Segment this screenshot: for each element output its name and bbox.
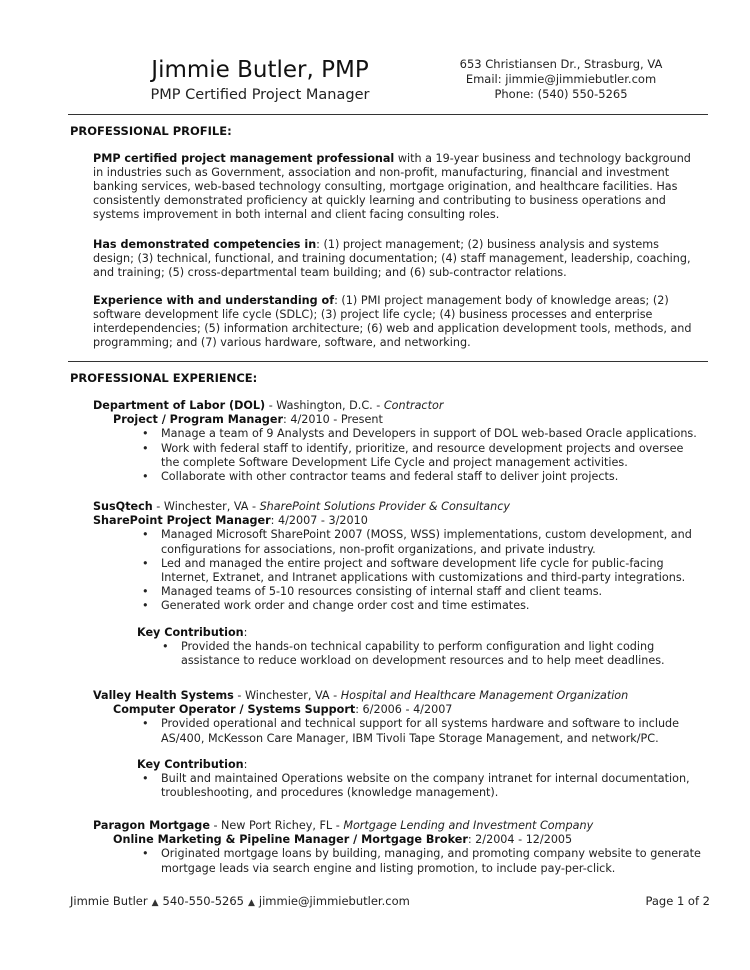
job-role: Project / Program Manager	[113, 413, 284, 427]
bullet-item	[93, 772, 703, 800]
job-org: SusQtech	[93, 500, 153, 513]
bullet-text: Built and maintained Operations website on the company intranet for internal documentation, troubleshooting, and procedures (knowledge management).	[161, 772, 690, 800]
bullet-text: Led and managed the entire project and software development life cycle for public-facing Internet, Extranet, and Intranet applications with customizations and third-party integrations.	[161, 556, 686, 585]
job-role-line	[93, 413, 703, 427]
bullet-text: Manage a team of 9 Analysts and Developers in support of DOL web-based Oracle applications.	[161, 427, 697, 441]
profile-paragraph-1	[93, 152, 698, 222]
job-role: SharePoint Project Manager	[93, 514, 271, 528]
profile-p3-text: : (1) PMI project management body of knowledge areas; (2) software development life cycle (SDLC); (3) project life cycle; (4) business processes and enterprise interdependencies; (5) information architecture; (6) web and application development tools, methods, and programming; and (7) various hardware, software, and networking.	[93, 294, 692, 349]
section-title-experience: PROFESSIONAL EXPERIENCE:	[70, 371, 258, 385]
job-type: Contractor	[383, 399, 444, 412]
phone: Phone: (540) 550-5265	[494, 87, 628, 101]
divider	[68, 361, 708, 362]
job-role: Online Marketing & Pipeline Manager / Mortgage Broker	[113, 833, 468, 847]
profile-paragraph-2	[93, 238, 698, 280]
job-org-line	[93, 500, 703, 514]
job-dates: : 2/2004 - 12/2005	[467, 833, 573, 847]
candidate-title: PMP Certified Project Manager	[150, 87, 370, 103]
separator-icon: ▲	[151, 898, 159, 908]
bullet-text: Originated mortgage loans by building, managing, and promoting company website to generate mortgage leads via search engine and listing promotion, to include pay-per-click.	[161, 847, 701, 875]
job-location: - Winchester, VA -	[233, 689, 341, 702]
key-contribution-bullets	[93, 640, 703, 668]
job-entry	[93, 689, 703, 800]
bullet-icon: •	[142, 599, 149, 613]
job-type: Mortgage Lending and Investment Company	[343, 819, 594, 832]
header-identity	[140, 56, 380, 104]
bullet-text: Generated work order and change order cost and time estimates.	[161, 599, 530, 613]
bullet-item	[93, 470, 703, 484]
bullet-text: Provided operational and technical support for all systems hardware and software to include AS/400, McKesson Care Manager, IBM Tivoli Tape Storage Management, and network/PC.	[161, 717, 680, 745]
job-type: Hospital and Healthcare Management Organization	[340, 689, 629, 702]
page-number: Page 1 of 2	[645, 894, 710, 908]
job-org-line	[93, 399, 703, 413]
bullet-icon: •	[142, 772, 149, 786]
bullet-item	[93, 847, 703, 875]
job-role-line	[93, 514, 703, 528]
profile-p3-bold: Experience with and understanding of	[93, 294, 335, 307]
job-dates: : 6/2006 - 4/2007	[355, 703, 453, 717]
colon: :	[243, 625, 248, 639]
key-contribution-label	[93, 626, 703, 640]
job-location: - Winchester, VA -	[152, 500, 260, 513]
bullet-text: Managed teams of 5-10 resources consisting of internal staff and client teams.	[161, 585, 603, 599]
divider	[68, 114, 708, 115]
job-dates: : 4/2010 - Present	[283, 413, 383, 427]
job-location: - New Port Richey, FL -	[209, 819, 344, 832]
key-contribution-bullets	[93, 772, 703, 800]
footer-name: Jimmie Butler	[70, 894, 148, 908]
email: Email: jimmie@jimmiebutler.com	[465, 72, 657, 86]
bullet-item	[93, 427, 703, 441]
job-entry	[93, 819, 703, 876]
section-title-profile: PROFESSIONAL PROFILE:	[70, 124, 232, 138]
bullet-item	[93, 442, 703, 470]
job-entry	[93, 500, 703, 668]
bullet-text: Provided the hands-on technical capability to perform configuration and light coding assistance to reduce workload on development resources and to help meet deadlines.	[181, 639, 665, 668]
separator-icon: ▲	[248, 898, 255, 908]
profile-p1-bold: PMP certified project management professional	[93, 152, 395, 165]
job-dates: : 4/2007 - 3/2010	[270, 514, 368, 528]
footer-email: jimmie@jimmiebutler.com	[258, 894, 410, 908]
candidate-name: Jimmie Butler, PMP	[151, 57, 369, 83]
job-org: Paragon Mortgage	[93, 819, 210, 832]
job-org-line	[93, 689, 703, 703]
header-contact	[436, 57, 686, 102]
profile-p2-bold: Has demonstrated competencies in	[93, 238, 317, 251]
address: 653 Christiansen Dr., Strasburg, VA	[459, 57, 663, 71]
job-org-line	[93, 819, 703, 833]
job-entry	[93, 399, 703, 484]
key-label: Key Contribution	[137, 757, 244, 771]
job-bullets	[93, 847, 703, 875]
job-type: SharePoint Solutions Provider & Consultancy	[259, 500, 511, 513]
bullet-item	[93, 528, 703, 556]
job-org: Valley Health Systems	[93, 689, 234, 702]
job-role-line	[93, 703, 703, 717]
bullet-item	[93, 557, 703, 585]
bullet-text: Managed Microsoft SharePoint 2007 (MOSS, WSS) implementations, custom development, and configurations for associations, non-profit organizations, and private industry.	[161, 528, 692, 556]
job-bullets	[93, 717, 703, 745]
bullet-icon: •	[142, 556, 149, 570]
bullet-icon: •	[142, 427, 149, 441]
bullet-icon: •	[142, 441, 149, 455]
footer-phone: 540-550-5265	[162, 894, 244, 908]
bullet-text: Collaborate with other contractor teams and federal staff to deliver joint projects.	[161, 470, 619, 484]
bullet-text: Work with federal staff to identify, prioritize, and resource development projects and oversee the complete Software Development Life Cycle and project management activities.	[161, 441, 684, 469]
bullet-icon: •	[142, 528, 149, 542]
job-bullets	[93, 427, 703, 484]
key-contribution-label	[93, 758, 703, 772]
job-bullets	[93, 528, 703, 613]
job-role-line	[93, 833, 703, 847]
bullet-icon: •	[142, 585, 149, 599]
job-org: Department of Labor (DOL)	[93, 399, 266, 412]
bullet-icon: •	[142, 847, 149, 861]
job-role: Computer Operator / Systems Support	[113, 703, 356, 717]
colon: :	[243, 757, 248, 771]
bullet-item	[93, 585, 703, 599]
bullet-item	[93, 717, 703, 745]
key-label: Key Contribution	[137, 625, 244, 639]
page-footer	[70, 894, 710, 908]
bullet-item	[93, 599, 703, 613]
job-location: - Washington, D.C. -	[265, 399, 384, 412]
bullet-icon: •	[142, 470, 149, 484]
bullet-item	[93, 640, 703, 668]
bullet-icon: •	[142, 717, 149, 731]
profile-p2-text: : (1) project management; (2) business analysis and systems design; (3) technical, functional, and training documentation; (4) staff management, leadership, coaching, and training; (5) cross-departmental team building; and (6) sub-contractor relations.	[93, 238, 691, 279]
profile-paragraph-3	[93, 294, 698, 350]
profile-p1-text: with a 19-year business and technology background in industries such as Government, association and non-profit, manufacturing, financial and investment banking services, web-based technology consulting, mortgage origination, and healthcare facilities. Has consistently demonstrated proficiency at quickly learning and contributing to business operations and systems improvement in both internal and client facing consulting roles.	[93, 152, 691, 221]
bullet-icon: •	[162, 639, 169, 653]
